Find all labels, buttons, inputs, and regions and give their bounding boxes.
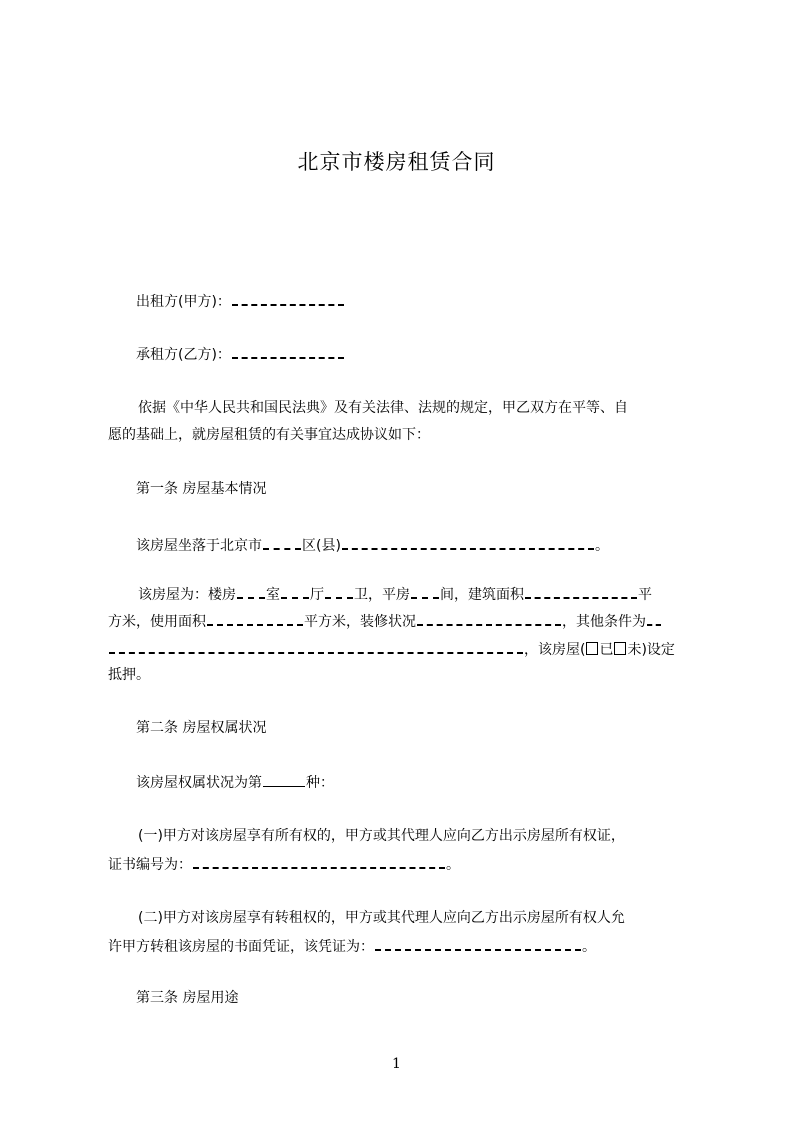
lessee-label: 承租方(乙方)： [136, 347, 231, 363]
ownership-type-blank[interactable] [263, 772, 305, 787]
document-title: 北京市楼房租赁合同 [297, 150, 496, 174]
desc-rooms-label: 间，建筑面积 [440, 587, 524, 603]
clause1-line-2 [108, 853, 700, 875]
option-no-label: 未 [627, 642, 642, 658]
article3-heading: 第三条 房屋用途 [136, 990, 239, 1006]
checkbox-no[interactable] [614, 642, 626, 655]
location-prefix: 该房屋坐落于北京市 [136, 538, 262, 554]
desc-hall-label: 厅 [310, 587, 324, 603]
preamble-line-2: 愿的基础上，就房屋租赁的有关事宜达成协议如下： [108, 427, 430, 443]
lessor-line [136, 290, 700, 312]
article1-heading: 第一条 房屋基本情况 [136, 481, 267, 497]
clause2-line-1: (二)甲方对该房屋享有转租权的，甲方或其代理人应向乙方出示房屋所有权人允 [138, 910, 625, 926]
sublet-certificate-label: 许甲方转租该房屋的书面凭证，该凭证为： [108, 939, 374, 955]
location-end: 。 [594, 538, 609, 554]
ownership-type-prefix: 该房屋权属状况为第 [136, 775, 262, 791]
desc-prefix: 该房屋为：楼房 [138, 587, 236, 603]
sublet-certificate-blank[interactable] [375, 935, 581, 951]
desc-line-2 [108, 610, 700, 632]
preamble-line-1: 依据《中华人民共和国民法典》及有关法律、法规的规定，甲乙双方在平等、自 [138, 400, 628, 416]
page-number: 1 [392, 1056, 401, 1072]
other-conditions-blank-start[interactable] [647, 610, 661, 626]
district-blank[interactable] [263, 534, 301, 550]
clause2-line-2 [108, 935, 700, 957]
desc-decoration-label: 平方米，装修状况 [304, 614, 416, 630]
checkbox-yes[interactable] [586, 642, 598, 655]
desc-line-3 [108, 638, 700, 660]
certificate-number-label: 证书编号为： [108, 857, 192, 873]
decoration-blank[interactable] [417, 610, 561, 626]
lessor-blank[interactable] [232, 290, 344, 306]
usable-area-blank[interactable] [207, 610, 303, 626]
lessor-label: 出租方(甲方)： [136, 294, 231, 310]
desc-usable-area-label: 方米，使用面积 [108, 614, 206, 630]
desc-line-4: 抵押。 [108, 667, 150, 683]
mortgage-suffix: )设定 [641, 642, 675, 658]
desc-unit-label: 平 [638, 587, 652, 603]
address-blank[interactable] [342, 534, 594, 550]
bath-count-blank[interactable] [325, 583, 353, 599]
room-count-blank[interactable] [237, 583, 265, 599]
lessee-line [136, 343, 700, 365]
desc-other-label: ，其他条件为 [562, 614, 646, 630]
desc-bath-label: 卫，平房 [354, 587, 410, 603]
other-conditions-blank[interactable] [109, 638, 523, 654]
location-district-label: 区(县) [302, 538, 341, 554]
building-area-blank[interactable] [525, 583, 637, 599]
bungalow-rooms-blank[interactable] [411, 583, 439, 599]
certificate-number-blank[interactable] [193, 853, 445, 869]
ownership-type-suffix: 种： [306, 775, 334, 791]
ownership-type-line [136, 772, 700, 793]
option-yes-label: 已 [599, 642, 614, 658]
desc-room-label: 室 [266, 587, 280, 603]
location-line [136, 534, 700, 556]
clause1-end: 。 [446, 857, 460, 873]
clause1-line-1: (一)甲方对该房屋享有所有权的，甲方或其代理人应向乙方出示房屋所有权证， [138, 828, 625, 844]
lessee-blank[interactable] [232, 343, 344, 359]
desc-line-1 [138, 583, 730, 605]
hall-count-blank[interactable] [281, 583, 309, 599]
article2-heading: 第二条 房屋权属状况 [136, 720, 267, 736]
clause2-end: 。 [582, 939, 596, 955]
mortgage-label: ，该房屋( [524, 642, 586, 658]
